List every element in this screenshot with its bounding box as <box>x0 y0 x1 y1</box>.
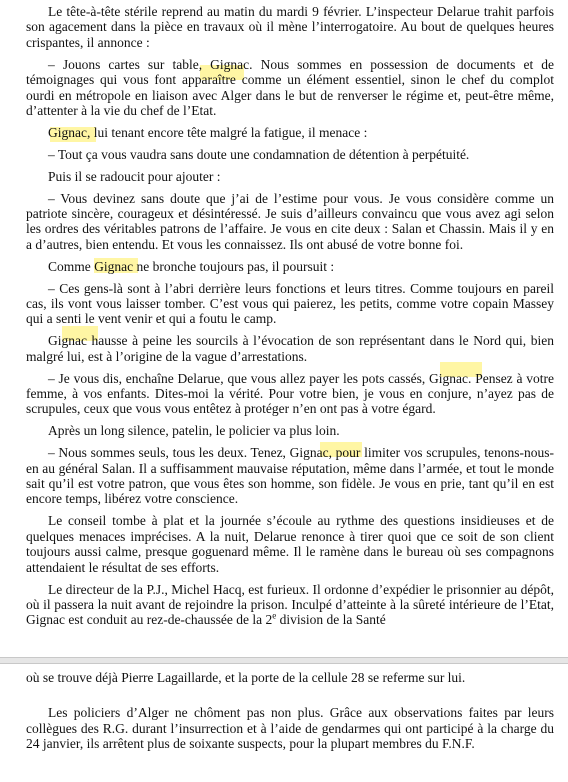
page-body-bottom <box>0 664 568 782</box>
paragraph: – Jouons cartes sur table, Gignac. Nous sommes en possession de documents et de témoignages qui vous font apparaître comme un élément essentiel, sinon le chef du complot ourdi en métropole en liaison avec Alger dans le but de renverser le régime et, peut-être même, d’attenter à la vie du chef de l’Etat. <box>26 56 554 118</box>
paragraph: Après un long silence, patelin, le policier va plus loin. <box>48 423 340 439</box>
paragraph: – Vous devinez sans doute que j’ai de l’estime pour vous. Je vous considère comme un patriote sincère, courageux et désintéressé. Je suis d’ailleurs convaincu que vous avez agi selon les ordres des véritables patrons de l’affaire. Je vous en cite deux : Salan et Chassin. Mais il y en a d’autres, bien entendu. Et vous les connaissez. Ils ont abusé de votre bonne foi. <box>26 190 554 252</box>
paragraph: Comme Gignac ne bronche toujours pas, il poursuit : <box>48 258 335 274</box>
paragraph: Le conseil tombe à plat et la journée s’écoule au rythme des questions insidieuses et de quelques menaces imprécises. A la nuit, Delarue renonce à tirer quoi que ce soit de son client toujours aussi calme, presque goguenard même. Il le ramène dans le bureau où ses compagnons attendaient le résultat de ses efforts. <box>26 513 554 575</box>
paragraph: Gignac hausse à peine les sourcils à l’évocation de son représentant dans le Nord qui, bien malgré lui, est à l’origine de la vague d’arrestations. <box>26 333 554 364</box>
ordinal-suffix: e <box>272 610 277 621</box>
paragraph: – Tout ça vous vaudra sans doute une condamnation de détention à perpétuité. <box>48 146 470 162</box>
paragraph <box>26 582 554 628</box>
paragraph-continuation: où se trouve déjà Pierre Lagaillarde, et la porte de la cellule 28 se referme sur lui. <box>26 670 466 685</box>
paragraph-text: division de la Santé <box>276 612 386 628</box>
paragraph-text: Le directeur de la P.J., Michel Hacq, est furieux. Il ordonne d’expédier le prisonnier au dépôt, où il passera la nuit avant de rejoindre la prison. Inculpé d’atteinte à la sûreté intérieure de l’Etat, Gignac est conduit au rez-de-chaussée de la 2 <box>26 581 554 628</box>
page-break-divider <box>0 657 568 664</box>
paragraph: – Je vous dis, enchaîne Delarue, que vous allez payer les pots cassés, Gignac. Pensez à votre femme, à vos enfants. Dites-moi la vérité. Pour votre bien, je vous en conjure, n’ayez pas de scrupules, ceux que vous vous entêtez à protéger n’en ont pas à votre égard. <box>26 370 554 417</box>
paragraph: Gignac, lui tenant encore tête malgré la fatigue, il menace : <box>48 124 368 140</box>
paragraph: – Nous sommes seuls, tous les deux. Tenez, Gignac, pour limiter vos scrupules, tenons-nous-en au général Salan. Il a suffisamment mauvaise réputation, même dans l’armée, et tout le monde sait qu’il est votre patron, que vous êtes son homme, son fidèle. Je vous en prie, tant qu’il en est encore temps, libérez votre conscience. <box>26 445 554 507</box>
paragraph: Le tête-à-tête stérile reprend au matin du mardi 9 février. L’inspecteur Delarue trahit parfois son agacement dans la pièce en travaux où il mène l’interrogatoire. Au bout de quelques heures crispantes, il annonce : <box>26 4 554 50</box>
paragraph: Puis il se radoucit pour ajouter : <box>48 168 221 184</box>
paragraph: – Ces gens-là sont à l’abri derrière leurs fonctions et leurs titres. Comme toujours en pareil cas, ils vont vous laisser tomber. C’est vous qui paierez, les petits, comme votre copain Massey qui a senti le vent venir et qui a foutu le camp. <box>26 280 554 327</box>
paragraph: Les policiers d’Alger ne chôment pas non plus. Grâce aux observations faites par leurs collègues des R.G. durant l’insurrection et à l’aide de gendarmes qui ont participé à la charge du 24 janvier, ils arrêtent plus de soixante suspects, pour la plupart membres du F.N.F. <box>26 705 554 752</box>
